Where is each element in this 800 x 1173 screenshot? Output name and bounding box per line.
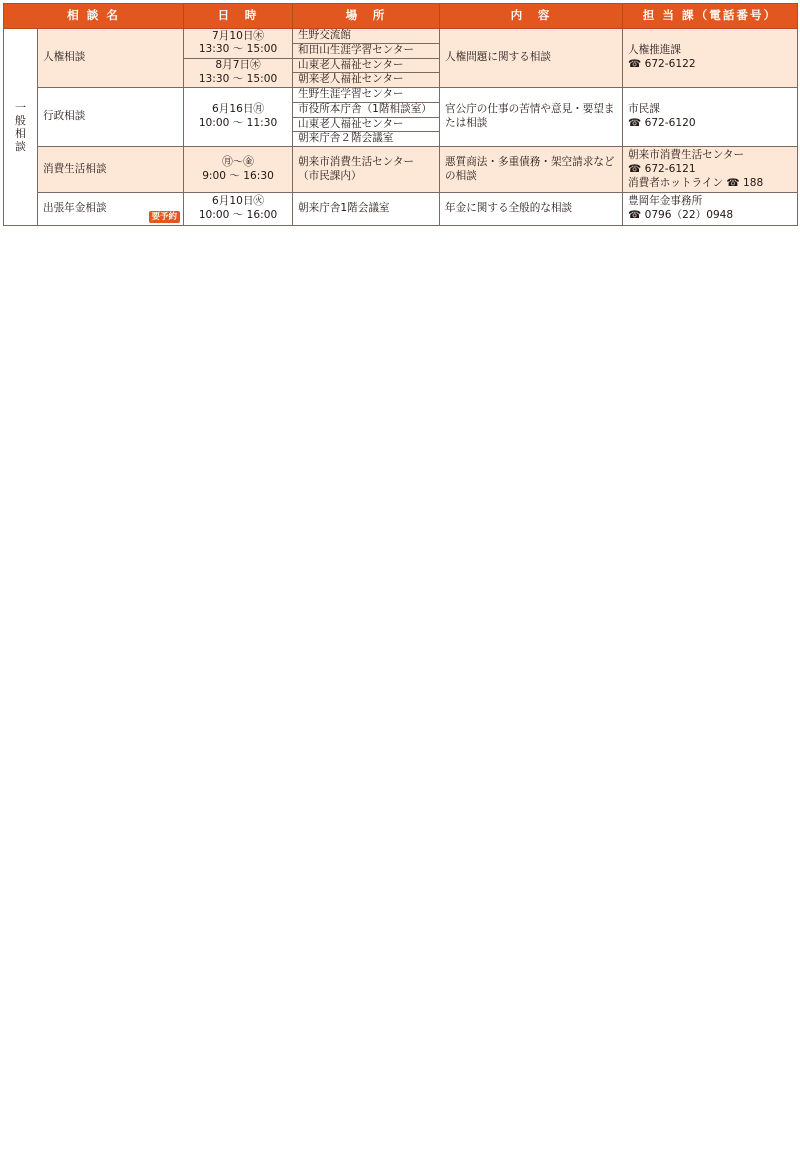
dept-shohi: 朝来市消費生活センター ☎ 672-6121 消費者ホットライン ☎ 188 [623,147,798,193]
date-shohi: ㊊～㊎ 9:00 ～ 16:30 [184,147,293,193]
place-gyosei-1: 生野生涯学習センター [293,88,440,103]
place-jinken-2: 和田山生涯学習センター [293,43,440,58]
dept-gyosei: 市民課 ☎ 672-6120 [623,88,798,147]
content-nenkin: 年金に関する全般的な相談 [440,193,623,226]
header-name: 相 談 名 [4,4,184,29]
place-jinken-4: 朝来老人福祉センター [293,73,440,88]
place-gyosei-4: 朝来庁舎２階会議室 [293,132,440,147]
header-dept: 担 当 課（電話番号） [623,4,798,29]
place-gyosei-2: 市役所本庁舎（1階相談室） [293,102,440,117]
row-name-shohi: 消費生活相談 [38,147,184,193]
content-jinken: 人権問題に関する相談 [440,29,623,88]
row-name-gyosei: 行政相談 [38,88,184,147]
header-date: 日 時 [184,4,293,29]
date-gyosei: 6月16日㊊ 10:00 ～ 11:30 [184,88,293,147]
dept-jinken: 人権推進課 ☎ 672-6122 [623,29,798,88]
header-content: 内 容 [440,4,623,29]
date-jinken-1: 7月10日㊍ 13:30 ～ 15:00 [184,29,293,59]
dept-nenkin: 豊岡年金事務所 ☎ 0796（22）0948 [623,193,798,226]
reservation-badge: 要予約 [149,211,181,223]
category-general: 一般相談 [4,29,38,226]
place-shohi: 朝来市消費生活センター （市民課内） [293,147,440,193]
content-shohi: 悪質商法・多重債務・架空請求などの相談 [440,147,623,193]
place-jinken-3: 山東老人福祉センター [293,58,440,73]
header-place: 場 所 [293,4,440,29]
date-nenkin: 6月10日㊋ 10:00 ～ 16:00 [184,193,293,226]
place-gyosei-3: 山東老人福祉センター [293,117,440,132]
row-name-nenkin: 出張年金相談 要予約 [38,193,184,226]
consultation-table [3,3,798,226]
content-gyosei: 官公庁の仕事の苦情や意見・要望または相談 [440,88,623,147]
row-name-jinken: 人権相談 [38,29,184,88]
date-jinken-2: 8月7日㊍ 13:30 ～ 15:00 [184,58,293,88]
place-jinken-1: 生野交流館 [293,29,440,44]
place-nenkin: 朝来庁舎1階会議室 [293,193,440,226]
